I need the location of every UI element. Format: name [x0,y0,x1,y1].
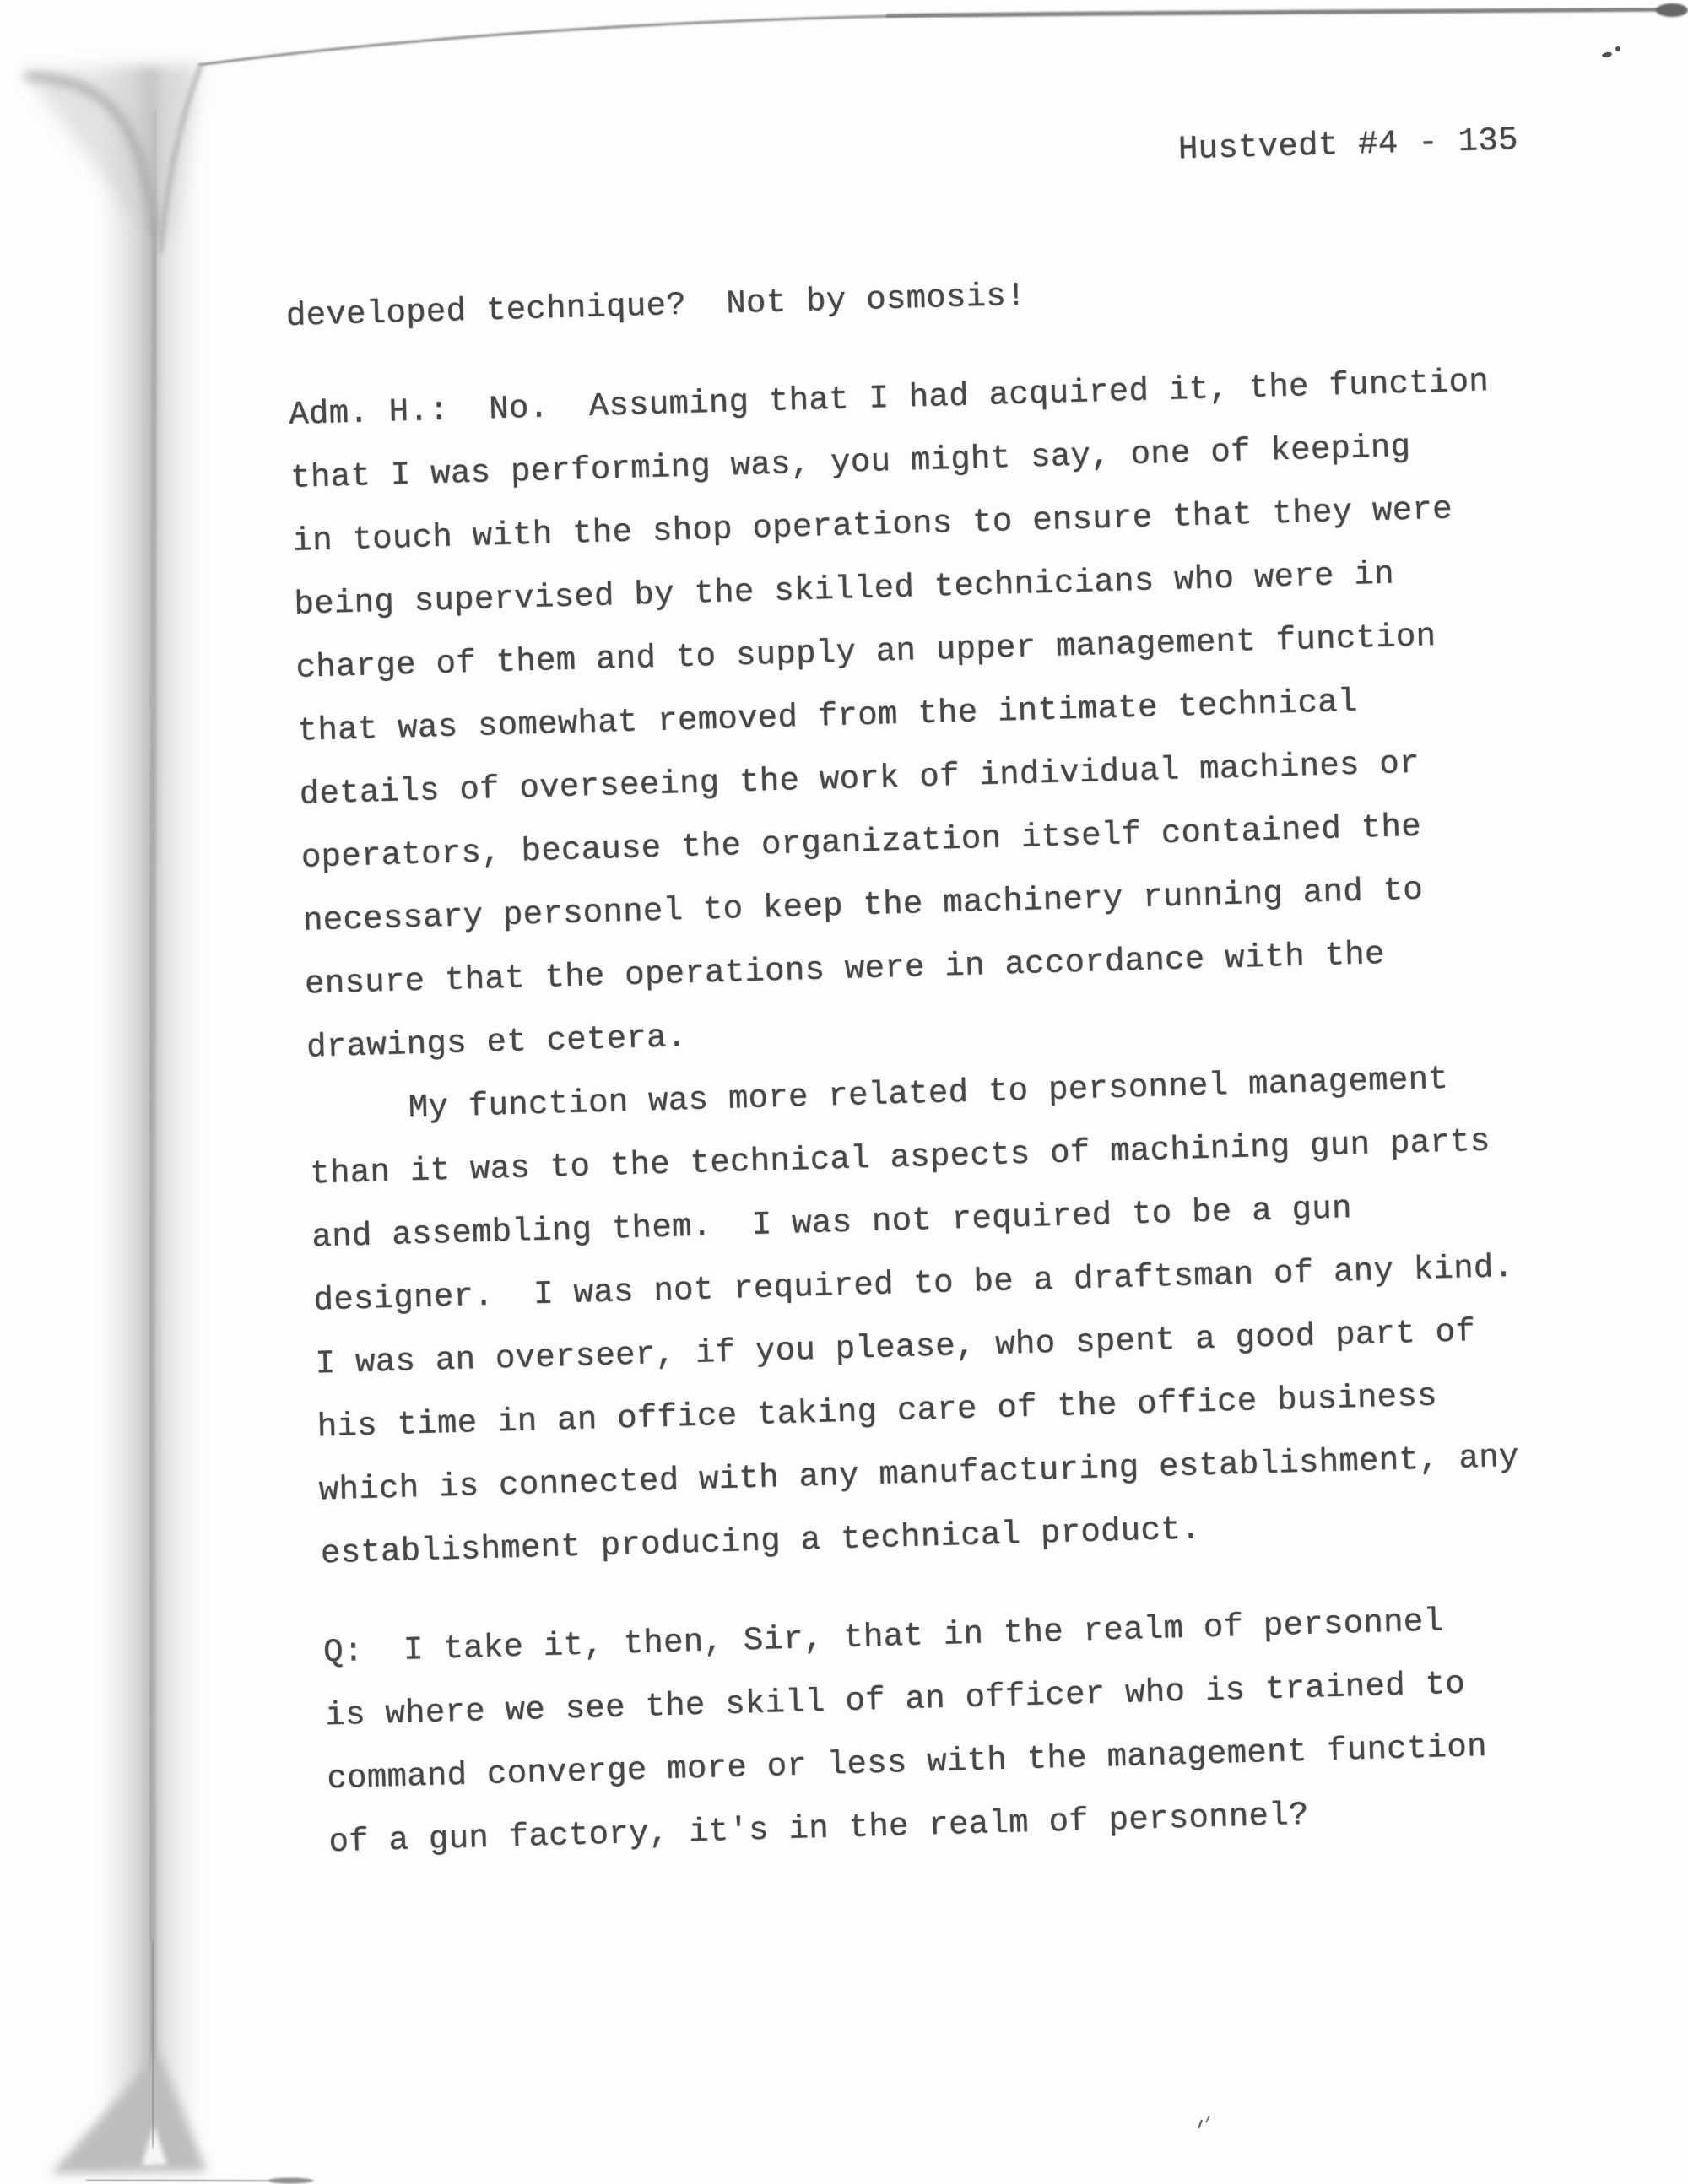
transcript-line: is where we see the skill of an officer who is trained to [324,1665,1466,1735]
transcript-line: and assembling them. I was not required to be a gun [311,1190,1353,1257]
transcript-line: his time in an office taking care of the office business [316,1377,1438,1446]
transcript-line: My function was more related to personnel management [307,1060,1449,1130]
transcript-line: Adm. H.: No. Assuming that I had acquired it, the function [288,363,1490,434]
page-edge-line [198,3,1688,65]
transcript-line: that I was performing was, you might say, one of keeping [289,428,1411,497]
transcript-line: that was somewhat removed from the intimate technical [297,683,1359,750]
transcript-line: than it was to the technical aspects of machining gun parts [309,1122,1491,1193]
transcript-line: operators, because the organization itself contained the [300,808,1422,877]
binding-gutter-shadow [25,63,207,2174]
transcript-line: Q: I take it, then, Sir, that in the realm of personnel [322,1603,1444,1672]
transcript-line: charge of them and to supply an upper management function [295,618,1436,687]
transcript-line: which is connected with any manufacturing establishment, any [318,1438,1520,1510]
transcript-line: designer. I was not required to be a draftsman of any kind. [313,1248,1514,1320]
transcript-line: of a gun factory, it's in the realm of personnel? [327,1796,1310,1862]
transcript-line: I was an overseer, if you please, who spent a good part of [315,1313,1476,1383]
bottom-edge-streak [86,2178,314,2184]
transcript-line: ensure that the operations were in accordance with the [304,935,1386,1003]
page-header: Hustvedt #4 - 135 [1177,122,1519,169]
transcript-line: establishment producing a technical product. [320,1511,1202,1573]
typewritten-text [285,122,1646,1874]
transcript-line: details of overseeing the work of individual machines or [299,744,1420,814]
transcript-line: necessary personnel to keep the machinery running and to [302,871,1424,940]
transcript-line: in touch with the shop operations to ensure that they were [291,490,1453,560]
transcript-line: being supervised by the skilled technicians who were in [293,555,1395,624]
transcript-line: drawings et cetera. [306,1019,688,1067]
transcript-body [285,248,1646,1874]
transcript-line: command converge more or less with the management function [326,1727,1488,1798]
transcript-line: developed technique? Not by osmosis! [285,277,1027,335]
